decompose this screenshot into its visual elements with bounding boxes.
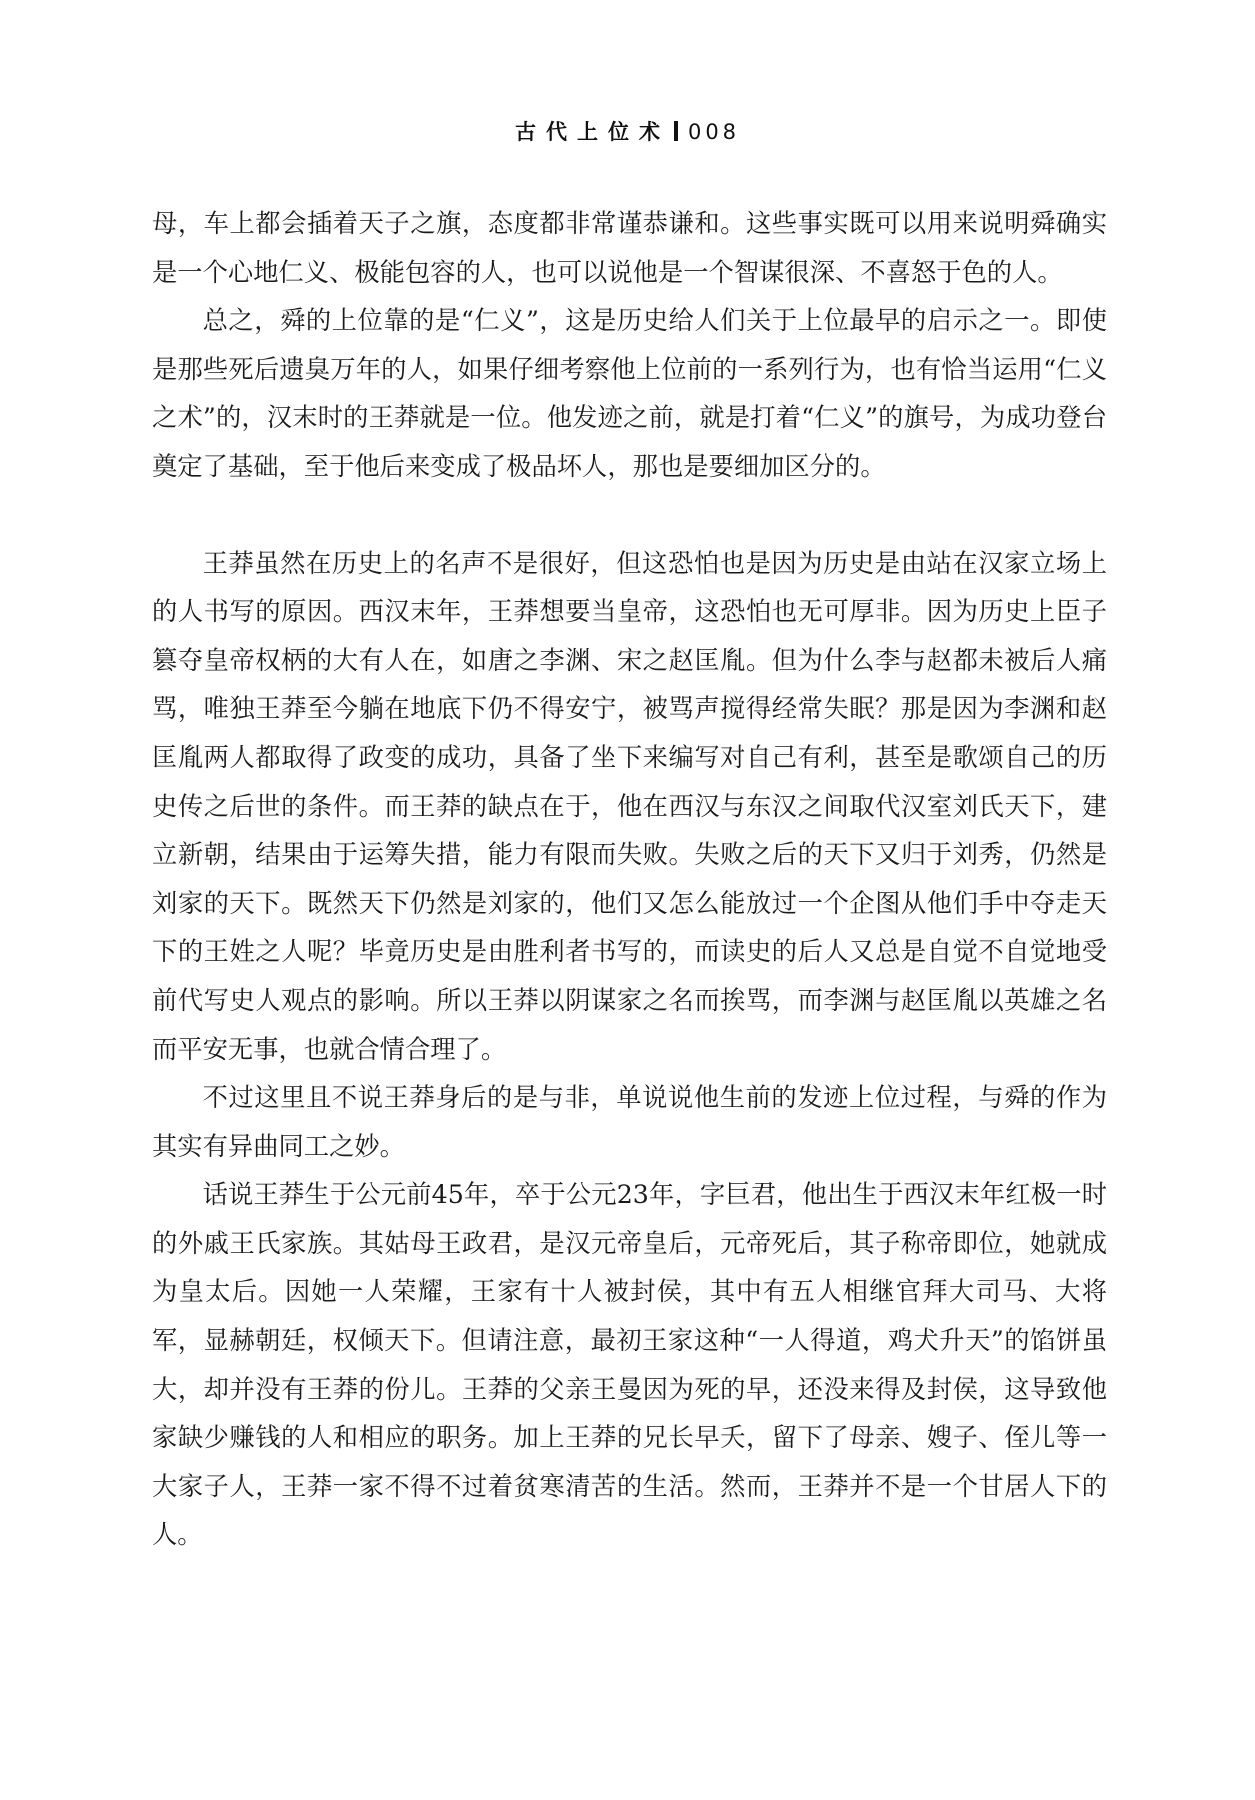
paragraph: 话说王莽生于公元前45年，卒于公元23年，字巨君，他出生于西汉末年红极一时的外戚王氏家族。其姑母王政君，是汉元帝皇后，元帝死后，其子称帝即位，她就成为皇太后。因她一人荣耀，王家有十人被封侯，其中有五人相继官拜大司马、大将军，显赫朝廷，权倾天下。但请注意，最初王家这种“一人得道，鸡犬升天”的馅饼虽大，却并没有王莽的份儿。王莽的父亲王曼因为死的早，还没来得及封侯，这导致他家缺少赚钱的人和相应的职务。加上王莽的兄长早夭，留下了母亲、嫂子、侄儿等一大家子人，王莽一家不得不过着贫寒清苦的生活。然而，王莽并不是一个甘居人下的人。 <box>152 1180 1107 1550</box>
book-title: 古代上位术 <box>514 120 670 144</box>
paragraph: 不过这里且不说王莽身后的是与非，单说说他生前的发迹上位过程，与舜的作为其实有异曲同工之妙。 <box>152 1083 1107 1161</box>
body-text <box>152 200 1107 1560</box>
page-number: 008 <box>687 120 741 144</box>
paragraph: 总之，舜的上位靠的是“仁义”，这是历史给人们关于上位最早的启示之一。即使是那些死后遗臭万年的人，如果仔细考察他上位前的一系列行为，也有恰当运用“仁义之术”的，汉末时的王莽就是一位。他发迹之前，就是打着“仁义”的旗号，为成功登台奠定了基础，至于他后来变成了极品坏人，那也是要细加区分的。 <box>152 306 1107 481</box>
header-separator <box>674 121 678 141</box>
paragraph: 王莽虽然在历史上的名声不是很好，但这恐怕也是因为历史是由站在汉家立场上的人书写的原因。西汉末年，王莽想要当皇帝，这恐怕也无可厚非。因为历史上臣子篡夺皇帝权柄的大有人在，如唐之李渊、宋之赵匡胤。但为什么李与赵都未被后人痛骂，唯独王莽至今躺在地底下仍不得安宁，被骂声搅得经常失眠？那是因为李渊和赵匡胤两人都取得了政变的成功，具备了坐下来编写对自己有利，甚至是歌颂自己的历史传之后世的条件。而王莽的缺点在于，他在西汉与东汉之间取代汉室刘氏天下，建立新朝，结果由于运筹失措，能力有限而失败。失败之后的天下又归于刘秀，仍然是刘家的天下。既然天下仍然是刘家的，他们又怎么能放过一个企图从他们手中夺走天下的王姓之人呢？毕竟历史是由胜利者书写的，而读史的后人又总是自觉不自觉地受前代写史人观点的影响。所以王莽以阴谋家之名而挨骂，而李渊与赵匡胤以英雄之名而平安无事，也就合情合理了。 <box>152 548 1107 1064</box>
paragraph-continued: 母，车上都会插着天子之旗，态度都非常谨恭谦和。这些事实既可以用来说明舜确实是一个心地仁义、极能包容的人，也可以说他是一个智谋很深、不喜怒于色的人。 <box>152 209 1107 287</box>
running-head <box>0 116 1255 146</box>
